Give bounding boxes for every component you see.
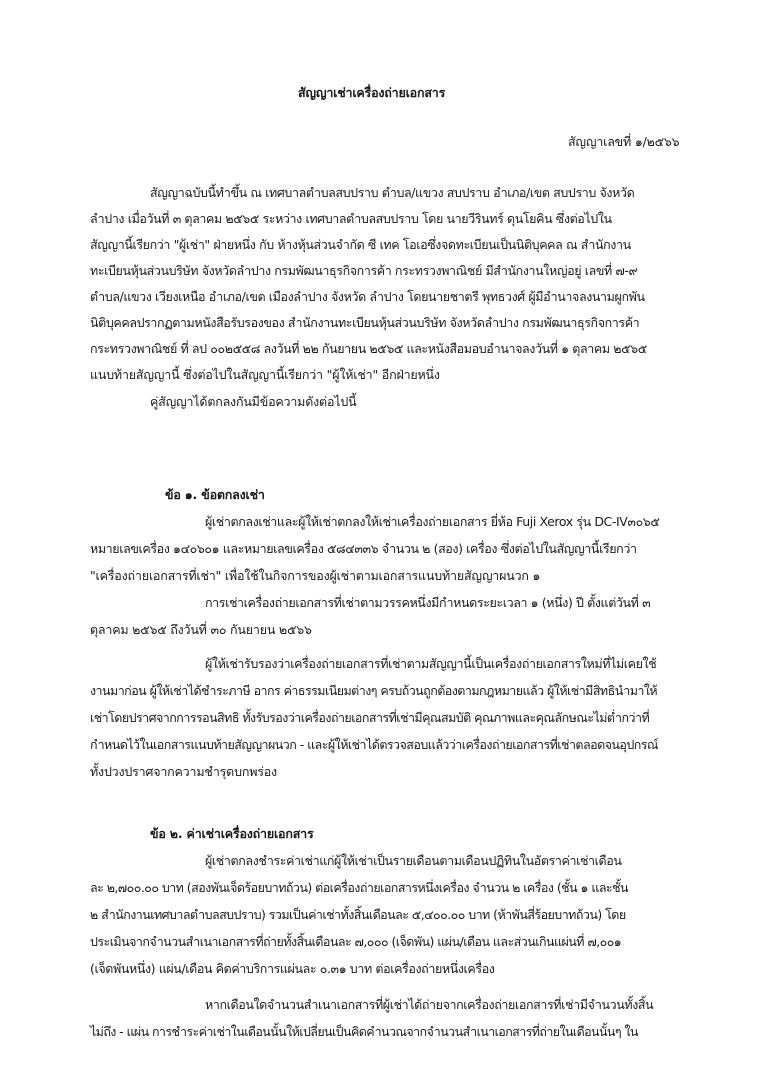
intro-line: ลำปาง เมื่อวันที่ ๓ ตุลาคม ๒๕๖๕ ระหว่าง เทศบาลตำบลสบปราบ โดย นายวีรินทร์ ดุนโยคิน ซึ่งต่อไปใน bbox=[90, 211, 612, 226]
clause-1-line: เช่าโดยปราศจากการรอนสิทธิ ทั้งรับรองว่าเครื่องถ่ายเอกสารที่เช่ามีคุณสมบัติ คุณภาพและคุณลักษณะไม่ต่ำกว่าที่ bbox=[90, 710, 650, 725]
clause-1-line: ทั้งปวงปราศจากความชำรุดบกพร่อง bbox=[90, 764, 277, 779]
clause-2-line: (เจ็ดพันหนึ่ง) แผ่น/เดือน คิดค่าบริการแผ่นละ ๐.๓๑ บาท ต่อเครื่องถ่ายหนึ่งเครื่อง bbox=[90, 961, 495, 976]
clause-1-line: การเช่าเครื่องถ่ายเอกสารที่เช่าตามวรรคหนึ่งมีกำหนดระยะเวลา ๑ (หนึ่ง) ปี ตั้งแต่วันที่ ๓ bbox=[205, 595, 651, 610]
clause-2-line: หากเดือนใดจำนวนสำเนาเอกสารที่ผู้เช่าได้ถ่ายจากเครื่องถ่ายเอกสารที่เช่ามีจำนวนทั้งสิ้น bbox=[205, 997, 654, 1012]
agreement-line: คู่สัญญาได้ตกลงกันมีข้อความดังต่อไปนี้ bbox=[150, 394, 357, 409]
clause-2-line: ๒ สำนักงานเทศบาลตำบลสบปราบ) รวมเป็นค่าเช่าทั้งสิ้นเดือนละ ๕,๔๐๐.๐๐ บาท (ห้าพันสี่ร้อยบาทถ้วน) โดย bbox=[90, 907, 626, 922]
clause-1-line: หมายเลขเครื่อง ๑๔๐๖๐๑ และหมายเลขเครื่อง ๕๘๔๓๓๖ จำนวน ๒ (สอง) เครื่อง ซึ่งต่อไปในสัญญานี้เรียกว่า bbox=[90, 541, 637, 556]
clause-2-line: ละ ๒,๗๐๐.๐๐ บาท (สองพันเจ็ดร้อยบาทถ้วน) ต่อเครื่องถ่ายเอกสารหนึ่งเครื่อง จำนวน ๒ เครื่อง (ชั้น ๑ และชั้น bbox=[90, 880, 629, 895]
clause-2-line: ผู้เช่าตกลงชำระค่าเช่าแก่ผู้ให้เช่าเป็นรายเดือนตามเดือนปฏิทินในอัตราค่าเช่าเดือน bbox=[205, 853, 622, 868]
clause-2-heading: ข้อ ๒. ค่าเช่าเครื่องถ่ายเอกสาร bbox=[150, 826, 314, 841]
intro-line: ตำบล/แขวง เวียงเหนือ อำเภอ/เขต เมืองลำปาง จังหวัด ลำปาง โดยนายชาตรี พุทธวงศ์ ผู้มีอำนาจลงนามผูกพัน bbox=[90, 289, 645, 304]
intro-line: แนบท้ายสัญญานี้ ซึ่งต่อไปในสัญญานี้เรียกว่า "ผู้ให้เช่า" อีกฝ่ายหนึ่ง bbox=[90, 367, 440, 382]
clause-1-line: ผู้เช่าตกลงเช่าและผู้ให้เช่าตกลงให้เช่าเครื่องถ่ายเอกสาร ยี่ห้อ Fuji Xerox รุ่น DC-IV๓๐๖๕ bbox=[205, 514, 660, 529]
document-title: สัญญาเช่าเครื่องถ่ายเอกสาร bbox=[298, 85, 446, 100]
clause-1-line: ผู้ให้เช่ารับรองว่าเครื่องถ่ายเอกสารที่เช่าตามสัญญานี้เป็นเครื่องถ่ายเอกสารใหม่ที่ไม่เคยใช้ bbox=[205, 656, 657, 671]
intro-line: กระทรวงพาณิชย์ ที่ ลป ๐๐๒๕๕๘ ลงวันที่ ๒๒ กันยายน ๒๕๖๕ และหนังสือมอบอำนาจลงวันที่ ๑ ตุลาคม ๒๕๖๕ bbox=[90, 341, 647, 356]
intro-line: สัญญาฉบับนี้ทำขึ้น ณ เทศบาลตำบลสบปราบ ตำบล/แขวง สบปราบ อำเภอ/เขต สบปราบ จังหวัด bbox=[150, 185, 635, 200]
clause-2-line: ประเมินจากจำนวนสำเนาเอกสารที่ถ่ายทั้งสิ้นเดือนละ ๗,๐๐๐ (เจ็ดพัน) แผ่น/เดือน และส่วนเกินแผ่นที่ ๗,๐๐๑ bbox=[90, 934, 622, 949]
clause-2-line: ไม่ถึง - แผ่น การชำระค่าเช่าในเดือนนั้นให้เปลี่ยนเป็นคิดคำนวณจากจำนวนสำเนาเอกสารที่ถ่ายในเดือนนั้นๆ ใน bbox=[90, 1024, 638, 1039]
clause-1-line: กำหนดไว้ในเอกสารแนบท้ายสัญญาผนวก - และผู้ให้เช่าได้ตรวจสอบแล้วว่าเครื่องถ่ายเอกสารที่เช่าตลอดจนอุปกรณ์ bbox=[90, 737, 658, 752]
intro-line: สัญญานี้เรียกว่า "ผู้เช่า" ฝ่ายหนึ่ง กับ ห้างหุ้นส่วนจำกัด ซี เทค โอเอซึ่งจดทะเบียนเป็นนิติบุคคล ณ สำนักงาน bbox=[90, 237, 631, 252]
clause-1-line: งานมาก่อน ผู้ให้เช่าได้ชำระภาษี อากร ค่าธรรมเนียมต่างๆ ครบถ้วนถูกต้องตามกฎหมายแล้ว ผู้ให้เช่ามีสิทธินำมาให้ bbox=[90, 683, 658, 698]
clause-1-line: "เครื่องถ่ายเอกสารที่เช่า" เพื่อใช้ในกิจการของผู้เช่าตามเอกสารแนบท้ายสัญญาผนวก ๑ bbox=[90, 568, 541, 583]
intro-line: นิติบุคคลปรากฏตามหนังสือรับรองของ สำนักงานทะเบียนหุ้นส่วนบริษัท จังหวัดลำปาง กรมพัฒนาธุรกิจการค้า bbox=[90, 315, 640, 330]
contract-number: สัญญาเลขที่ ๑/๒๕๖๖ bbox=[568, 134, 680, 149]
clause-1-heading: ข้อ ๑. ข้อตกลงเช่า bbox=[165, 487, 265, 502]
intro-line: ทะเบียนหุ้นส่วนบริษัท จังหวัดลำปาง กรมพัฒนาธุรกิจการค้า กระทรวงพาณิชย์ มีสำนักงานใหญ่อยู่ เลขที่ ๗-๙ bbox=[90, 263, 638, 278]
clause-1-line: ตุลาคม ๒๕๖๕ ถึงวันที่ ๓๐ กันยายน ๒๕๖๖ bbox=[90, 622, 312, 637]
